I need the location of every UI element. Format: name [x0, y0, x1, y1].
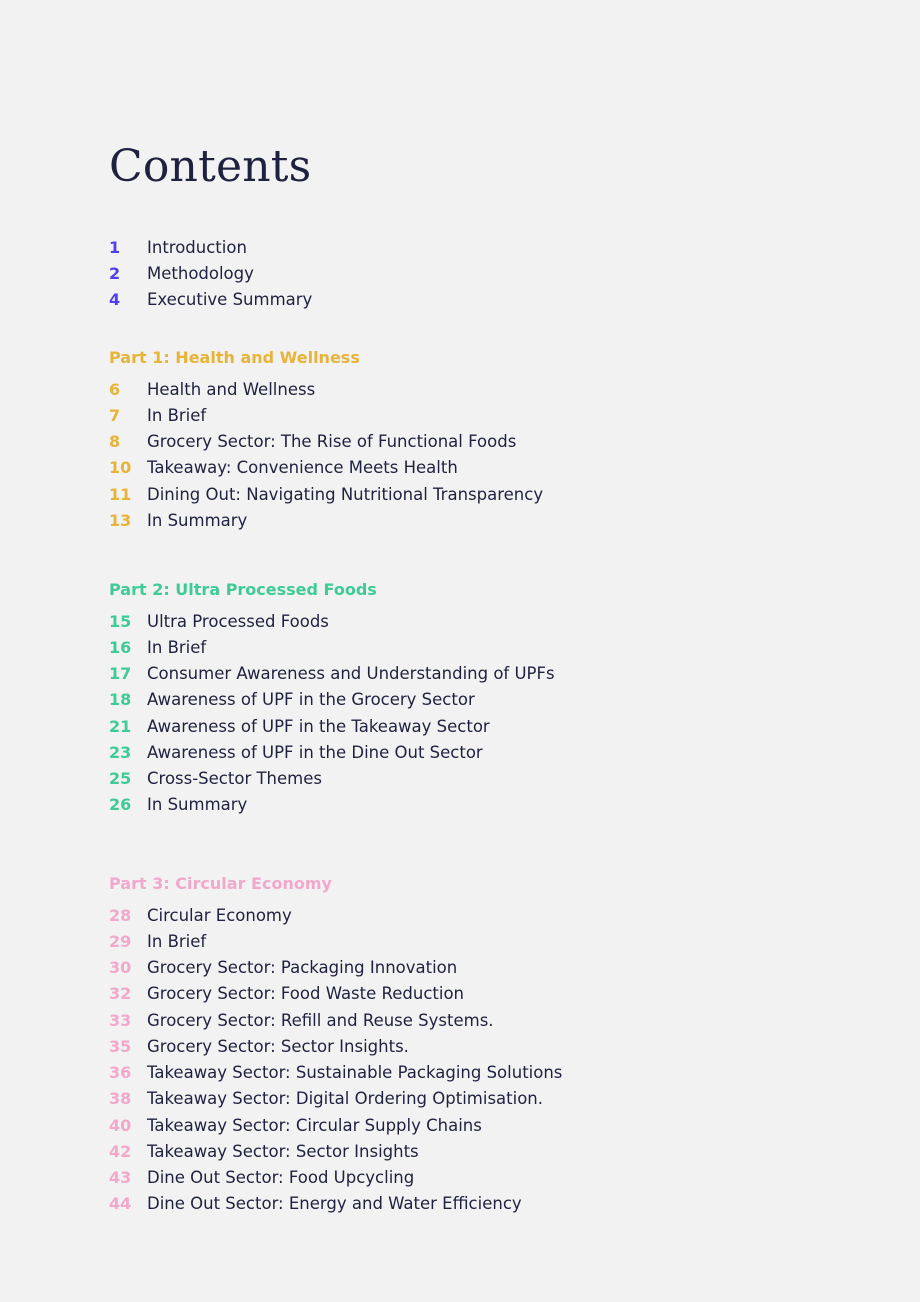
toc-entry-label: Takeaway: Convenience Meets Health — [147, 458, 458, 478]
toc-entry[interactable] — [109, 402, 869, 428]
toc-entry[interactable] — [109, 376, 869, 402]
toc-page-number: 16 — [109, 637, 132, 657]
toc-entry[interactable] — [109, 1007, 869, 1033]
toc-entry[interactable] — [109, 955, 869, 981]
toc-entry[interactable] — [109, 713, 869, 739]
toc-page-number: 26 — [109, 795, 132, 815]
toc-entry-list — [109, 902, 869, 1217]
toc-entry[interactable] — [109, 1086, 869, 1112]
toc-entry-label: Grocery Sector: Refill and Reuse Systems. — [147, 1010, 494, 1030]
toc-entry[interactable] — [109, 1033, 869, 1059]
toc-entry[interactable] — [109, 429, 869, 455]
toc-entry-label: Health and Wellness — [147, 379, 316, 399]
toc-entry[interactable] — [109, 902, 869, 928]
toc-entry-label: Takeaway Sector: Sustainable Packaging Solutions — [147, 1063, 563, 1083]
toc-page-number: 44 — [109, 1194, 132, 1214]
toc-page-number: 11 — [109, 484, 132, 504]
toc-entry-label: Dine Out Sector: Food Upcycling — [147, 1168, 415, 1188]
section-heading: Part 3: Circular Economy — [109, 874, 332, 893]
toc-page-number: 40 — [109, 1115, 132, 1135]
toc-entry[interactable] — [109, 1138, 869, 1164]
toc-page-number: 1 — [109, 237, 121, 257]
toc-entry[interactable] — [109, 981, 869, 1007]
toc-entry-label: In Summary — [147, 795, 248, 815]
toc-page-number: 42 — [109, 1141, 132, 1161]
toc-page-number: 35 — [109, 1036, 132, 1056]
toc-entry[interactable] — [109, 1191, 869, 1217]
toc-page-number: 10 — [109, 458, 132, 478]
toc-page-number: 33 — [109, 1010, 132, 1030]
toc-section-intro — [109, 234, 869, 313]
toc-page-number: 4 — [109, 290, 121, 310]
toc-entry-label: Ultra Processed Foods — [147, 611, 329, 631]
toc-entry-label: Grocery Sector: The Rise of Functional Foods — [147, 432, 517, 452]
toc-entry[interactable] — [109, 1165, 869, 1191]
toc-page-number: 29 — [109, 931, 132, 951]
toc-page-number: 21 — [109, 716, 132, 736]
toc-page-number: 6 — [109, 379, 121, 399]
toc-page-number: 25 — [109, 769, 132, 789]
toc-entry-label: Takeaway Sector: Circular Supply Chains — [147, 1115, 482, 1135]
toc-page-number: 36 — [109, 1063, 132, 1083]
toc-entry-label: Awareness of UPF in the Dine Out Sector — [147, 742, 483, 762]
toc-section-part-3 — [109, 869, 869, 1217]
toc-entry-label: In Summary — [147, 510, 248, 530]
toc-entry-label: Methodology — [147, 263, 254, 283]
toc-entry[interactable] — [109, 608, 869, 634]
toc-entry[interactable] — [109, 634, 869, 660]
toc-section-part-2 — [109, 575, 869, 818]
toc-page-number: 30 — [109, 958, 132, 978]
toc-page-number: 43 — [109, 1168, 132, 1188]
toc-entry-list — [109, 234, 869, 313]
toc-entry[interactable] — [109, 792, 869, 818]
section-heading: Part 1: Health and Wellness — [109, 348, 360, 367]
toc-entry-label: Circular Economy — [147, 905, 292, 925]
toc-entry-label: Introduction — [147, 237, 247, 257]
toc-entry-list — [109, 376, 869, 534]
toc-page-number: 13 — [109, 510, 132, 530]
toc-entry-label: In Brief — [147, 637, 207, 657]
toc-page-number: 8 — [109, 432, 121, 452]
section-heading: Part 2: Ultra Processed Foods — [109, 580, 377, 599]
toc-entry-label: Dine Out Sector: Energy and Water Efficiency — [147, 1194, 522, 1214]
toc-entry-label: Awareness of UPF in the Grocery Sector — [147, 690, 475, 710]
toc-entry[interactable] — [109, 455, 869, 481]
toc-entry[interactable] — [109, 928, 869, 954]
toc-entry-label: Awareness of UPF in the Takeaway Sector — [147, 716, 490, 736]
toc-entry-label: Cross-Sector Themes — [147, 769, 322, 789]
toc-page-number: 18 — [109, 690, 132, 710]
toc-entry-label: Grocery Sector: Sector Insights. — [147, 1036, 409, 1056]
page-title: Contents — [109, 141, 312, 192]
toc-entry-label: In Brief — [147, 931, 207, 951]
toc-entry-label: Grocery Sector: Packaging Innovation — [147, 958, 458, 978]
toc-page-number: 38 — [109, 1089, 132, 1109]
toc-section-part-1 — [109, 343, 869, 534]
toc-page-number: 32 — [109, 984, 132, 1004]
toc-page-number: 2 — [109, 263, 121, 283]
toc-entry-list — [109, 608, 869, 818]
toc-entry-label: In Brief — [147, 405, 207, 425]
toc-entry-label: Executive Summary — [147, 290, 313, 310]
toc-entry[interactable] — [109, 739, 869, 765]
toc-entry[interactable] — [109, 687, 869, 713]
toc-entry[interactable] — [109, 766, 869, 792]
toc-page-number: 15 — [109, 611, 132, 631]
toc-entry[interactable] — [109, 507, 869, 533]
toc-entry-label: Consumer Awareness and Understanding of UPFs — [147, 664, 555, 684]
toc-entry[interactable] — [109, 260, 869, 286]
toc-entry-label: Takeaway Sector: Digital Ordering Optimisation. — [147, 1089, 543, 1109]
toc-page-number: 7 — [109, 405, 121, 425]
toc-entry[interactable] — [109, 1112, 869, 1138]
toc-entry[interactable] — [109, 234, 869, 260]
toc-page-number: 17 — [109, 664, 132, 684]
toc-page-number: 28 — [109, 905, 132, 925]
toc-entry[interactable] — [109, 661, 869, 687]
toc-entry[interactable] — [109, 481, 869, 507]
toc-entry[interactable] — [109, 287, 869, 313]
toc-page-number: 23 — [109, 742, 132, 762]
toc-entry-label: Takeaway Sector: Sector Insights — [147, 1141, 419, 1161]
toc-entry[interactable] — [109, 1060, 869, 1086]
toc-entry-label: Dining Out: Navigating Nutritional Transparency — [147, 484, 544, 504]
toc-entry-label: Grocery Sector: Food Waste Reduction — [147, 984, 465, 1004]
